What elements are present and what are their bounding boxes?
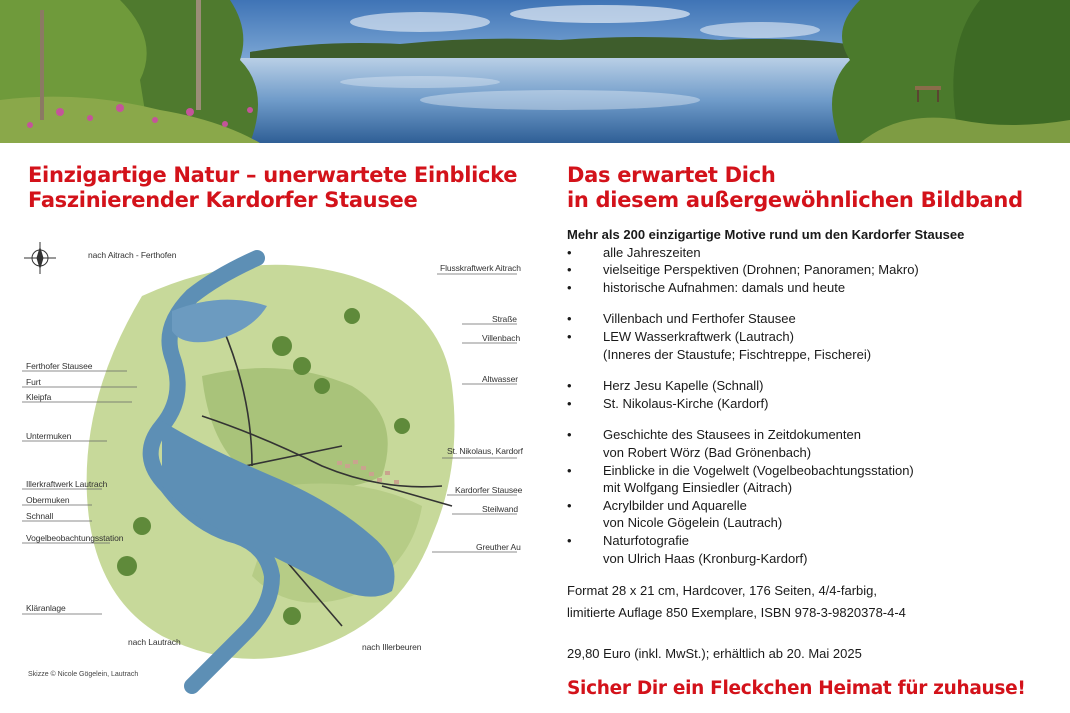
- bullet-group-4: [567, 426, 1057, 567]
- list-item: • Geschichte des Stausees in Zeitdokumenten von Robert Wörz (Bad Grönenbach): [567, 426, 1057, 461]
- list-item: • vielseitige Perspektiven (Drohnen; Panoramen; Makro): [567, 262, 919, 278]
- label-nach-illerbeuren: nach Illerbeuren: [362, 642, 422, 652]
- bullet-icon: •: [567, 378, 572, 394]
- list-item-sub: von Robert Wörz (Bad Grönenbach): [603, 444, 812, 460]
- right-heading: [567, 163, 1067, 213]
- bullet-icon: •: [567, 262, 572, 278]
- stausee-map-sketch: [22, 236, 532, 696]
- list-item: • Villenbach und Ferthofer Stausee: [567, 311, 796, 327]
- format-line-2: limitierte Auflage 850 Exemplare, ISBN 978-3-9820378-4-4: [567, 605, 906, 620]
- list-item: • Herz Jesu Kapelle (Schnall): [567, 378, 764, 394]
- compass-icon: [24, 242, 56, 274]
- label-aitrach-ferthofen: nach Aitrach - Ferthofen: [88, 250, 177, 260]
- bullet-icon: •: [567, 311, 572, 327]
- bullet-icon: •: [567, 279, 572, 295]
- list-item-sub: mit Wolfgang Einsiedler (Aitrach): [603, 480, 793, 496]
- right-heading-line1: Das erwartet Dich: [567, 163, 776, 187]
- list-item: • Naturfotografie von Ulrich Haas (Kronburg-Kardorf): [567, 532, 1057, 567]
- list-item-sub: (Inneres der Staustufe; Fischtreppe, Fischerei): [603, 346, 872, 362]
- bullet-icon: •: [567, 427, 572, 443]
- bullet-icon: •: [567, 497, 572, 513]
- bullet-icon: •: [567, 532, 572, 548]
- label-klaeranlage: Kläranlage: [26, 603, 66, 613]
- label-vogelbeobachtung: Vogelbeobachtungsstation: [26, 533, 124, 543]
- list-item-sub: von Nicole Gögelein (Lautrach): [603, 515, 783, 531]
- label-flusskraftwerk: Flusskraftwerk Aitrach: [440, 263, 521, 273]
- left-heading-line1: Einzigartige Natur – unerwartete Einblicke: [28, 163, 518, 187]
- price-info: 29,80 Euro (inkl. MwSt.); erhältlich ab 20. Mai 2025: [567, 646, 862, 661]
- label-altwasser: Altwasser: [482, 374, 518, 384]
- label-nach-lautrach: nach Lautrach: [128, 637, 181, 647]
- label-strasse: Straße: [492, 314, 517, 324]
- right-heading-line2: in diesem außergewöhnlichen Bildband: [567, 188, 1023, 212]
- list-item: • LEW Wasserkraftwerk (Lautrach) (Inneres der Staustufe; Fischtreppe, Fischerei): [567, 328, 1057, 363]
- bullet-icon: •: [567, 395, 572, 411]
- tagline: Sicher Dir ein Fleckchen Heimat für zuhause!: [567, 678, 1026, 699]
- label-kardorfer-stausee: Kardorfer Stausee: [455, 485, 523, 495]
- bullet-icon: •: [567, 328, 572, 344]
- list-item: • Einblicke in die Vogelwelt (Vogelbeobachtungsstation) mit Wolfgang Einsiedler (Aitrach): [567, 462, 1057, 497]
- bullet-group-1: [567, 244, 1057, 297]
- bullet-group-3: [567, 377, 1057, 412]
- lake-panorama-banner: [0, 0, 1070, 143]
- map-illustration: [22, 236, 532, 696]
- label-obermuken: Obermuken: [26, 495, 70, 505]
- left-heading: [28, 163, 528, 213]
- list-item: • historische Aufnahmen: damals und heute: [567, 279, 846, 295]
- label-untermuken: Untermuken: [26, 431, 72, 441]
- label-illerkraftwerk: Illerkraftwerk Lautrach: [26, 479, 108, 489]
- label-villenbach: Villenbach: [482, 333, 521, 343]
- list-item-sub: von Ulrich Haas (Kronburg-Kardorf): [603, 550, 808, 566]
- list-item: • Acrylbilder und Aquarelle von Nicole Gögelein (Lautrach): [567, 497, 1057, 532]
- label-steilwand: Steilwand: [482, 504, 518, 514]
- label-kleipfa: Kleipfa: [26, 392, 52, 402]
- label-furt: Furt: [26, 377, 41, 387]
- bullet-group-2: [567, 310, 1057, 363]
- map-credit: Skizze © Nicole Gögelein, Lautrach: [28, 671, 139, 678]
- bullet-icon: •: [567, 244, 572, 260]
- label-schnall: Schnall: [26, 511, 54, 521]
- format-info: [567, 580, 906, 624]
- lead-line: Mehr als 200 einzigartige Motive rund um den Kardorfer Stausee: [567, 227, 965, 242]
- list-item: • St. Nikolaus-Kirche (Kardorf): [567, 395, 769, 411]
- label-greuther-au: Greuther Au: [476, 542, 521, 552]
- bullet-icon: •: [567, 462, 572, 478]
- list-item: • alle Jahreszeiten: [567, 244, 701, 260]
- label-ferthofer-stausee: Ferthofer Stausee: [26, 361, 93, 371]
- book-contents: [567, 226, 1057, 581]
- format-line-1: Format 28 x 21 cm, Hardcover, 176 Seiten, 4/4-farbig,: [567, 583, 877, 598]
- left-heading-line2: Faszinierender Kardorfer Stausee: [28, 188, 418, 212]
- label-st-nikolaus: St. Nikolaus, Kardorf: [447, 446, 523, 456]
